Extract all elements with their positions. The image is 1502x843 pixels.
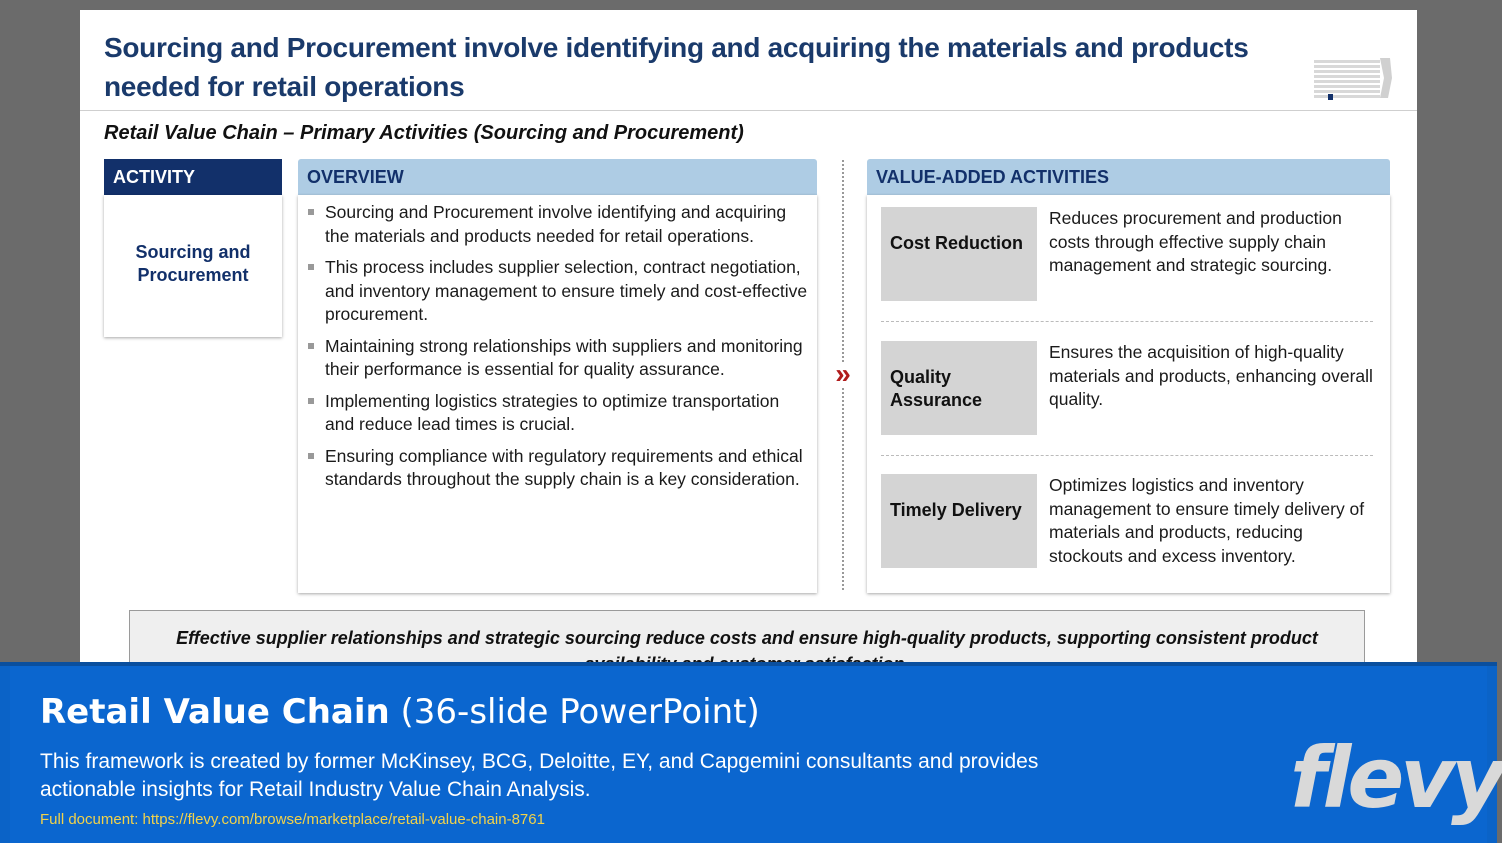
value-added-item [881, 207, 1379, 303]
full-document-link[interactable]: Full document: https://flevy.com/browse/marketplace/retail-value-chain-8761 [40, 811, 545, 828]
overview-bullet: Maintaining strong relationships with suppliers and monitoring their performance is essential for quality assurance. [306, 335, 811, 382]
overview-bullet: Implementing logistics strategies to optimize transportation and reduce lead times is crucial. [306, 390, 811, 437]
overview-bullet: This process includes supplier selection, contract negotiation, and inventory management to ensure timely and cost-effective procurement. [306, 256, 811, 327]
page-title: Sourcing and Procurement involve identifying and acquiring the materials and products needed for retail operations [104, 32, 1249, 102]
value-added-item [881, 474, 1379, 570]
value-added-description: Reduces procurement and production costs through effective supply chain management and strategic sourcing. [1049, 208, 1342, 275]
value-added-box [867, 195, 1390, 593]
footer-title-bold: Retail Value Chain [40, 692, 390, 732]
flevy-logo: flevy [1290, 729, 1502, 827]
overview-header: OVERVIEW [298, 159, 817, 195]
subtitle: Retail Value Chain – Primary Activities (Sourcing and Procurement) [104, 122, 744, 144]
row-separator [881, 455, 1373, 456]
overview-bullet: Sourcing and Procurement involve identifying and acquiring the materials and products needed for retail operations. [306, 201, 811, 248]
title-divider [80, 110, 1417, 111]
footer-description: This framework is created by former McKinsey, BCG, Deloitte, EY, and Capgemini consultants and provides actionable insights for Retail Industry Value Chain Analysis. [40, 750, 1039, 801]
promo-footer [0, 662, 1502, 843]
chevron-right-icon: » [830, 362, 856, 386]
document-logo-icon [1314, 58, 1392, 104]
value-added-header: VALUE-ADDED ACTIVITIES [867, 159, 1390, 195]
overview-box [298, 195, 817, 593]
overview-bullet: Ensuring compliance with regulatory requirements and ethical standards throughout the supply chain is a key consideration. [306, 445, 811, 492]
activity-box [104, 195, 282, 337]
value-added-label: Cost Reduction [881, 207, 1037, 301]
footer-title [40, 692, 760, 732]
value-added-label: Quality Assurance [881, 341, 1037, 435]
value-added-label: Timely Delivery [881, 474, 1037, 568]
footer-panel [10, 666, 1502, 843]
row-separator [881, 321, 1373, 322]
slide [80, 10, 1417, 662]
value-added-description: Ensures the acquisition of high-quality materials and products, enhancing overall quality. [1049, 342, 1373, 409]
footer-title-light: (36-slide PowerPoint) [400, 692, 760, 732]
overview-bullets [306, 201, 811, 500]
value-added-description: Optimizes logistics and inventory management to ensure timely delivery of materials and products, reducing stockouts and excess inventory. [1049, 475, 1365, 566]
activity-name: Sourcing and Procurement [135, 242, 251, 285]
summary-callout: Effective supplier relationships and strategic sourcing reduce costs and ensure high-quality products, supporting consistent product [129, 610, 1365, 690]
activity-header: ACTIVITY [104, 159, 282, 195]
value-added-item [881, 341, 1379, 437]
